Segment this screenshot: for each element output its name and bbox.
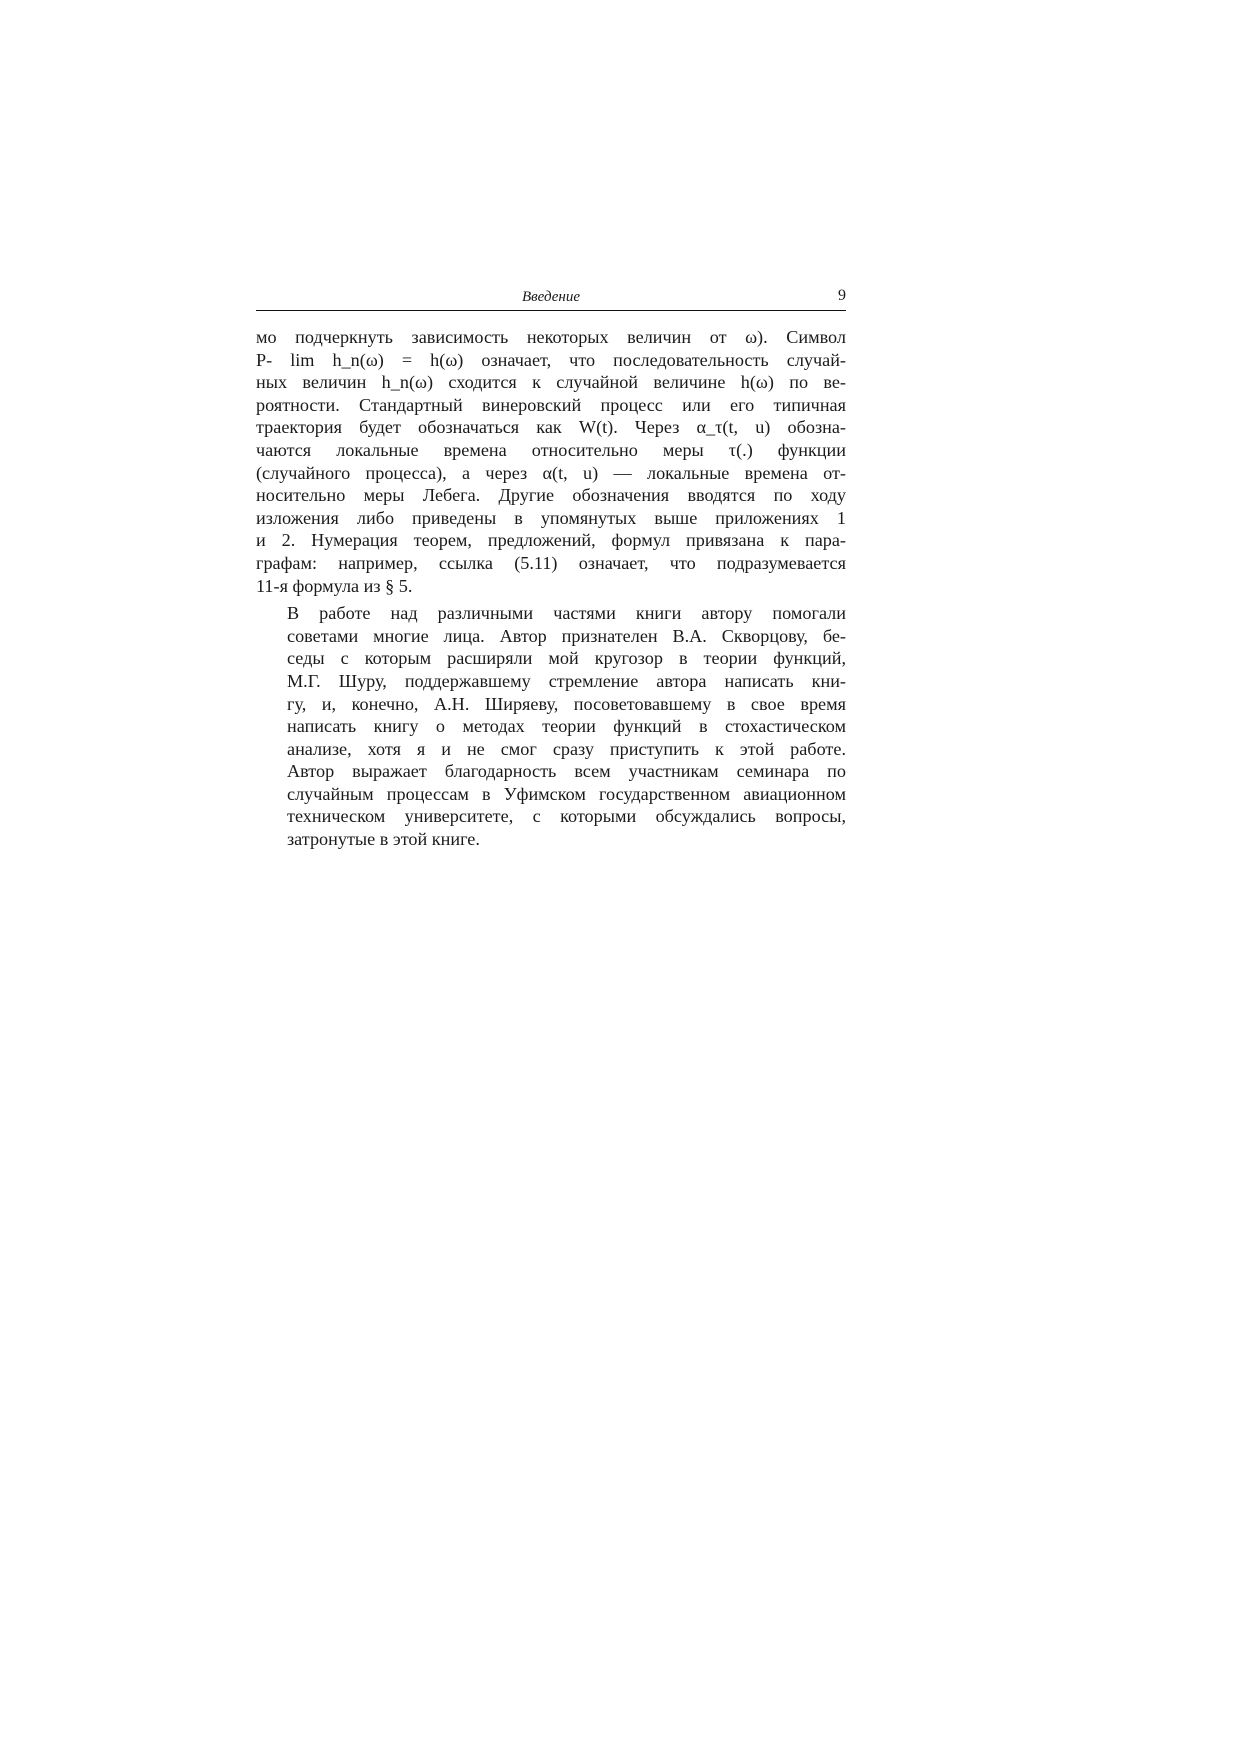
- body-text: [256, 326, 846, 851]
- text-line: В работе над различными частями книги автору помогали: [287, 603, 846, 624]
- text-line: затронутые в этой книге.: [287, 829, 480, 850]
- text-line: ных величин h_n(ω) сходится к случайной величине h(ω) по ве-: [256, 372, 846, 393]
- text-line: советами многие лица. Автор признателен В.А. Скворцову, бе-: [287, 625, 846, 646]
- text-line: роятности. Стандартный винеровский процесс или его типичная: [256, 394, 846, 415]
- paragraph-2: [256, 602, 846, 851]
- text-line: траектория будет обозначаться как W(t). Через α_τ(t, u) обозна-: [256, 417, 846, 438]
- text-line: гу, и, конечно, А.Н. Ширяеву, посоветовавшему в свое время: [287, 693, 846, 714]
- running-head: Введение: [522, 289, 580, 305]
- paragraph-1: [256, 326, 846, 597]
- text-line: 11-я формула из § 5.: [256, 575, 413, 596]
- text-line: изложения либо приведены в упомянутых выше приложениях 1: [256, 507, 846, 528]
- text-line: графам: например, ссылка (5.11) означает, что подразумевается: [256, 552, 846, 573]
- text-line: (случайного процесса), а через α(t, u) — локальные времена от-: [256, 462, 846, 483]
- text-line: М.Г. Шуру, поддержавшему стремление автора написать кни-: [287, 670, 846, 691]
- text-line: техническом университете, с которыми обсуждались вопросы,: [287, 806, 846, 827]
- text-line: анализе, хотя я и не смог сразу приступить к этой работе.: [287, 738, 846, 759]
- text-line: Автор выражает благодарность всем участникам семинара по: [287, 761, 846, 782]
- text-line: мо подчеркнуть зависимость некоторых величин от ω). Символ: [256, 327, 846, 347]
- text-line: случайным процессам в Уфимском государственном авиационном: [287, 783, 846, 804]
- page-number: 9: [838, 287, 846, 304]
- text-line: и 2. Нумерация теорем, предложений, формул привязана к пара-: [256, 530, 846, 551]
- text-line: написать книгу о методах теории функций в стохастическом: [287, 716, 846, 737]
- text-line: P- lim h_n(ω) = h(ω) означает, что последовательность случай-: [256, 349, 846, 370]
- text-line: чаются локальные времена относительно меры τ(.) функции: [256, 439, 846, 460]
- text-line: седы с которым расширяли мой кругозор в теории функций,: [287, 648, 846, 669]
- text-line: носительно меры Лебега. Другие обозначения вводятся по ходу: [256, 485, 846, 506]
- page-header: [256, 286, 846, 311]
